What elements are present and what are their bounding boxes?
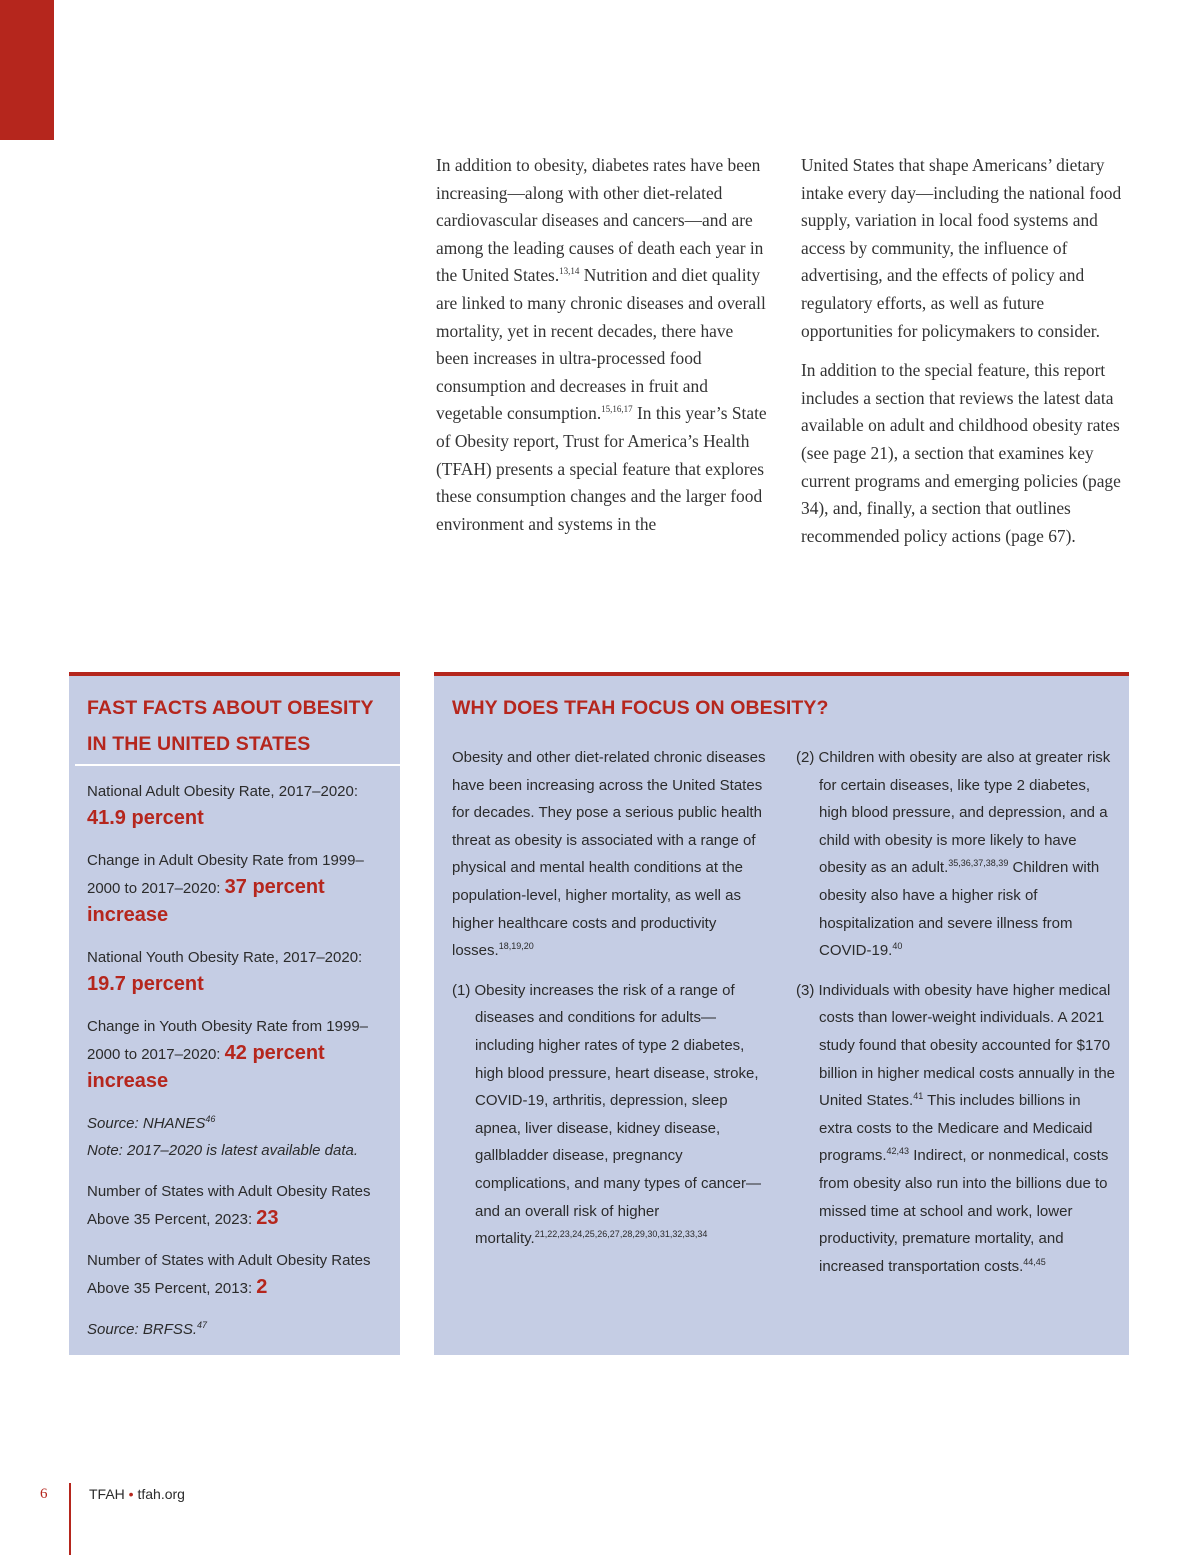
intro-paragraph-3: In addition to the special feature, this report includes a section that reviews the latest data available on adult and childhood obesity rates (see page 21), a section that examines key current programs and emerging policies (page 34), and, finally, a section that outlines recommended policy actions (page 67). [801, 360, 1121, 546]
corner-accent-bar [0, 0, 54, 140]
intro-column-right [801, 152, 1133, 562]
fact-adult-change: Change in Adult Obesity Rate from 1999–2000 to 2017–2020: 37 percent increase [87, 852, 364, 926]
fast-facts-list [87, 778, 387, 1357]
fact-youth-rate: National Youth Obesity Rate, 2017–2020: 19.7 percent [87, 949, 363, 995]
intro-paragraph-1: In addition to obesity, diabetes rates have been increasing—along with other diet-related cardiovascular diseases and cancers—and are among the leading causes of death each year in the United States.$^{13,14}$ Nutrition and diet quality are linked to many chronic diseases and overall mortality, yet in recent decades, there have been increases in ultra-processed food consumption and decreases in fruit and vegetable consumption.$^{15,16,17}$ In this year’s State of Obesity report, Trust for America’s Health (TFAH) presents a special feature that explores these consumption changes and the larger food environment and systems in the [436, 155, 767, 534]
intro-paragraph-2: United States that shape Americans’ dietary intake every day—including the national food supply, variation in local food systems and access by community, the influence of advertising, and the effects of policy and regulatory efforts, as well as future opportunities for policymakers to consider. [801, 155, 1122, 341]
page-number: 6 [40, 1486, 48, 1502]
fact-states-2013: Number of States with Adult Obesity Rates Above 35 Percent, 2013: 2 [87, 1252, 371, 1298]
fast-facts-box [69, 672, 400, 1355]
divider [75, 764, 400, 766]
footer-credit [89, 1486, 185, 1502]
why-column-left [452, 744, 772, 1265]
footer-bullet: • [128, 1486, 134, 1502]
fact-states-2023: Number of States with Adult Obesity Rates Above 35 Percent, 2023: 23 [87, 1183, 371, 1229]
fast-facts-title: FAST FACTS ABOUT OBESITY IN THE UNITED STATES [87, 697, 374, 755]
fact-adult-rate: National Adult Obesity Rate, 2017–2020: 41.9 percent [87, 783, 359, 829]
why-item-3: (3) Individuals with obesity have higher medical costs than lower-weight individuals. A 2021 study found that obesity accounted for $170 billion in higher medical costs annually in the United States.$^{41}$ This includes billions in extra costs to the Medicare and Medicaid programs.$^{42,43}$ Indirect, or nonmedical, costs from obesity also run into the billions due to missed time at school and work, lower productivity, premature mortality, and increased transportation costs.$^{44,45}$ [796, 981, 1116, 1275]
why-item-1: (1) Obesity increases the risk of a range of diseases and conditions for adults—including higher rates of type 2 diabetes, high blood pressure, heart disease, stroke, COVID-19, arthritis, depression, sleep apnea, liver disease, kidney disease, gallbladder disease, pregnancy complications, and many types of cancer—and an overall risk of higher mortality.$^{21,22,23,24,25,26,27,28,29,30,31,32,33,34}$ [452, 981, 761, 1248]
why-item-2: (2) Children with obesity are also at greater risk for certain diseases, like type 2 diabetes, high blood pressure, and depression, and a child with obesity is more likely to have obesity as an adult.$^{35,36,37,38,39}$ Children with obesity also have a higher risk of hospitalization and severe illness from COVID-19.40 [796, 749, 1111, 960]
fact-source-brfss: Source: BRFSS.$^{47}$ [87, 1320, 208, 1338]
why-intro-paragraph: Obesity and other diet-related chronic diseases have been increasing across the United States for decades. They pose a serious public health threat as obesity is associated with a range of physical and mental health conditions at the population-level, higher mortality, as well as higher healthcare costs and productivity losses.$^{18,19,20}$ [452, 749, 766, 960]
footer-org: TFAH [89, 1486, 125, 1502]
footer-divider [69, 1483, 71, 1555]
fact-youth-change: Change in Youth Obesity Rate from 1999–2000 to 2017–2020: 42 percent increase [87, 1018, 369, 1092]
footer-url[interactable]: tfah.org [137, 1486, 185, 1502]
why-focus-title: WHY DOES TFAH FOCUS ON OBESITY? [452, 697, 829, 719]
intro-column-left [436, 152, 770, 550]
why-column-right [796, 744, 1116, 1292]
why-focus-box [434, 672, 1129, 1355]
fact-source-nhanes: Source: NHANES$^{46}$ Note: 2017–2020 is latest available data. [87, 1114, 359, 1159]
